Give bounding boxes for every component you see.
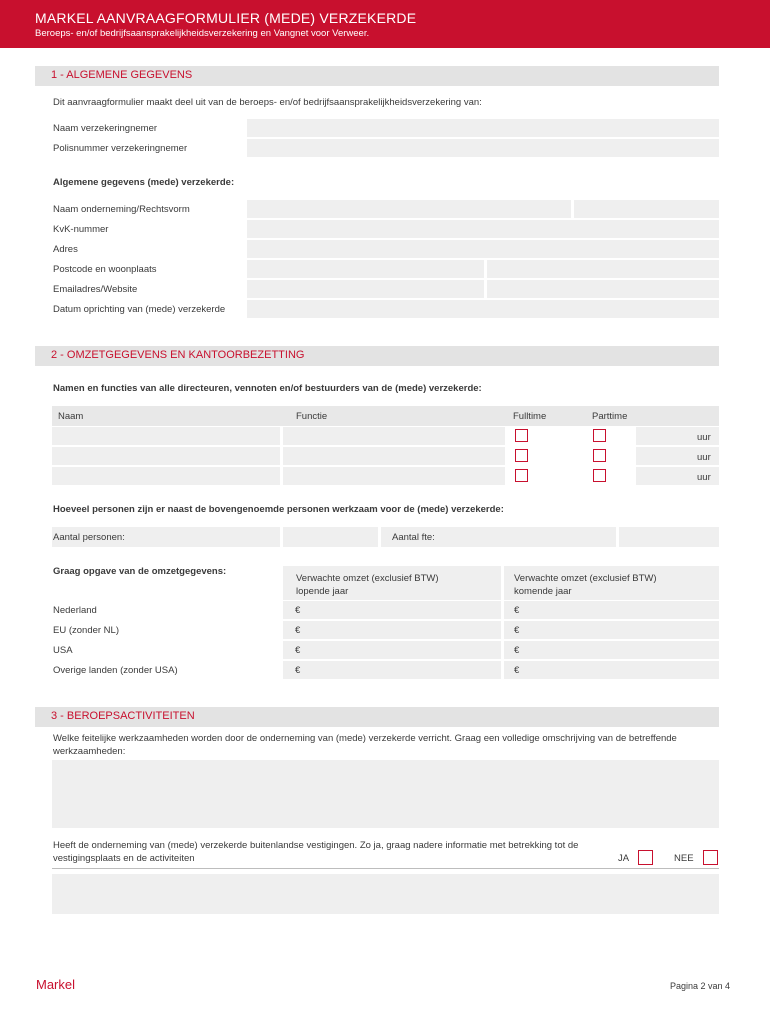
form-subtitle: Beroeps- en/of bedrijfsaansprakelijkheidsverzekering en Vangnet voor Verweer. (35, 28, 370, 39)
region-eu: EU (zonder NL) (53, 625, 119, 636)
fte-input[interactable] (619, 527, 719, 547)
fte-label: Aantal fte: (392, 532, 435, 543)
legal-form-input[interactable] (574, 200, 719, 218)
form-title: MARKEL AANVRAAGFORMULIER (MEDE) VERZEKERDE (35, 10, 417, 26)
activities-textarea[interactable] (52, 760, 719, 828)
kvk-input[interactable] (247, 220, 719, 238)
director-1-fulltime-checkbox[interactable] (515, 429, 528, 442)
section-1-intro: Dit aanvraagformulier maakt deel uit van de beroeps- en/of bedrijfsaansprakelijkheidsverzekering van: (53, 97, 482, 108)
section-3-title: 3 - BEROEPSACTIVITEITEN (51, 710, 195, 722)
director-2-parttime-checkbox[interactable] (593, 449, 606, 462)
company-name-label: Naam onderneming/Rechtsvorm (53, 204, 190, 215)
col-function: Functie (296, 411, 328, 422)
policyholder-name-label: Naam verzekeringnemer (53, 123, 158, 134)
policy-number-input[interactable] (247, 139, 719, 157)
header-banner (0, 0, 770, 48)
city-input[interactable] (487, 260, 719, 278)
foreign-branches-no-checkbox[interactable] (703, 850, 718, 865)
address-label: Adres (53, 244, 78, 255)
markel-logo: Markel (36, 977, 76, 992)
persons-input[interactable] (283, 527, 378, 547)
region-usa: USA (53, 645, 73, 656)
currency-sign: € (295, 625, 301, 636)
turnover-nl-next[interactable] (504, 601, 719, 619)
section-2-title: 2 - OMZETGEGEVENS EN KANTOORBEZETTING (51, 349, 305, 361)
website-input[interactable] (487, 280, 719, 298)
section-2-header (35, 346, 719, 366)
director-2-fulltime-checkbox[interactable] (515, 449, 528, 462)
director-3-function-input[interactable] (283, 467, 505, 485)
turnover-heading: Graag opgave van de omzetgegevens: (53, 566, 227, 577)
insured-heading: Algemene gegevens (mede) verzekerde: (53, 177, 235, 188)
director-1-name-input[interactable] (52, 427, 280, 445)
currency-sign: € (295, 605, 301, 616)
director-3-name-input[interactable] (52, 467, 280, 485)
director-2-name-input[interactable] (52, 447, 280, 465)
director-1-parttime-checkbox[interactable] (593, 429, 606, 442)
director-3-fulltime-checkbox[interactable] (515, 469, 528, 482)
turnover-col1-label: Verwachte omzet (exclusief BTW) lopende jaar (296, 573, 439, 597)
turnover-col2-label: Verwachte omzet (exclusief BTW) komende jaar (514, 573, 657, 597)
email-label: Emailadres/Website (53, 284, 138, 295)
turnover-usa-current[interactable] (283, 641, 501, 659)
address-input[interactable] (247, 240, 719, 258)
policy-number-label: Polisnummer verzekeringnemer (53, 143, 188, 154)
foreign-branches-yes-checkbox[interactable] (638, 850, 653, 865)
currency-sign: € (514, 665, 520, 676)
director-2-function-input[interactable] (283, 447, 505, 465)
region-other: Overige landen (zonder USA) (53, 665, 178, 676)
email-input[interactable] (247, 280, 484, 298)
postcode-label: Postcode en woonplaats (53, 264, 157, 275)
section-1-header (35, 66, 719, 86)
director-3-parttime-checkbox[interactable] (593, 469, 606, 482)
kvk-label: KvK-nummer (53, 224, 109, 235)
turnover-other-next[interactable] (504, 661, 719, 679)
founded-input[interactable] (247, 300, 719, 318)
turnover-eu-current[interactable] (283, 621, 501, 639)
no-label: NEE (674, 853, 694, 864)
col-parttime: Parttime (592, 411, 628, 422)
foreign-branches-question: Heeft de onderneming van (mede) verzekerde buitenlandse vestigingen. Zo ja, graag nadere informatie met betrekking tot de vestigingsplaats en de activiteiten (53, 840, 579, 864)
founded-label: Datum oprichting van (mede) verzekerde (53, 304, 226, 315)
turnover-usa-next[interactable] (504, 641, 719, 659)
currency-sign: € (514, 605, 520, 616)
director-2-unit: uur (697, 452, 711, 463)
turnover-nl-current[interactable] (283, 601, 501, 619)
region-nl: Nederland (53, 605, 97, 616)
policyholder-name-input[interactable] (247, 119, 719, 137)
page-number: Pagina 2 van 4 (670, 981, 731, 991)
col-fulltime: Fulltime (513, 411, 547, 422)
col-name: Naam (58, 411, 84, 422)
yes-label: JA (618, 853, 630, 864)
activities-question: Welke feitelijke werkzaamheden worden door de onderneming van (mede) verzekerde verricht. Graag een volledige omschrijving van de betreffende werkzaamheden: (53, 733, 677, 757)
company-name-input[interactable] (247, 200, 571, 218)
directors-heading: Namen en functies van alle directeuren, vennoten en/of bestuurders van de (mede) verzekerde: (53, 383, 482, 394)
currency-sign: € (295, 645, 301, 656)
postcode-input[interactable] (247, 260, 484, 278)
director-1-function-input[interactable] (283, 427, 505, 445)
persons-label: Aantal personen: (53, 532, 125, 543)
turnover-eu-next[interactable] (504, 621, 719, 639)
turnover-other-current[interactable] (283, 661, 501, 679)
section-3-header (35, 707, 719, 727)
divider (52, 868, 719, 869)
director-3-unit: uur (697, 472, 711, 483)
director-1-unit: uur (697, 432, 711, 443)
section-1-title: 1 - ALGEMENE GEGEVENS (51, 69, 193, 81)
foreign-branches-textarea[interactable] (52, 874, 719, 914)
persons-heading: Hoeveel personen zijn er naast de bovengenoemde personen werkzaam voor de (mede) verzekerde: (53, 504, 504, 515)
currency-sign: € (514, 645, 520, 656)
currency-sign: € (295, 665, 301, 676)
currency-sign: € (514, 625, 520, 636)
